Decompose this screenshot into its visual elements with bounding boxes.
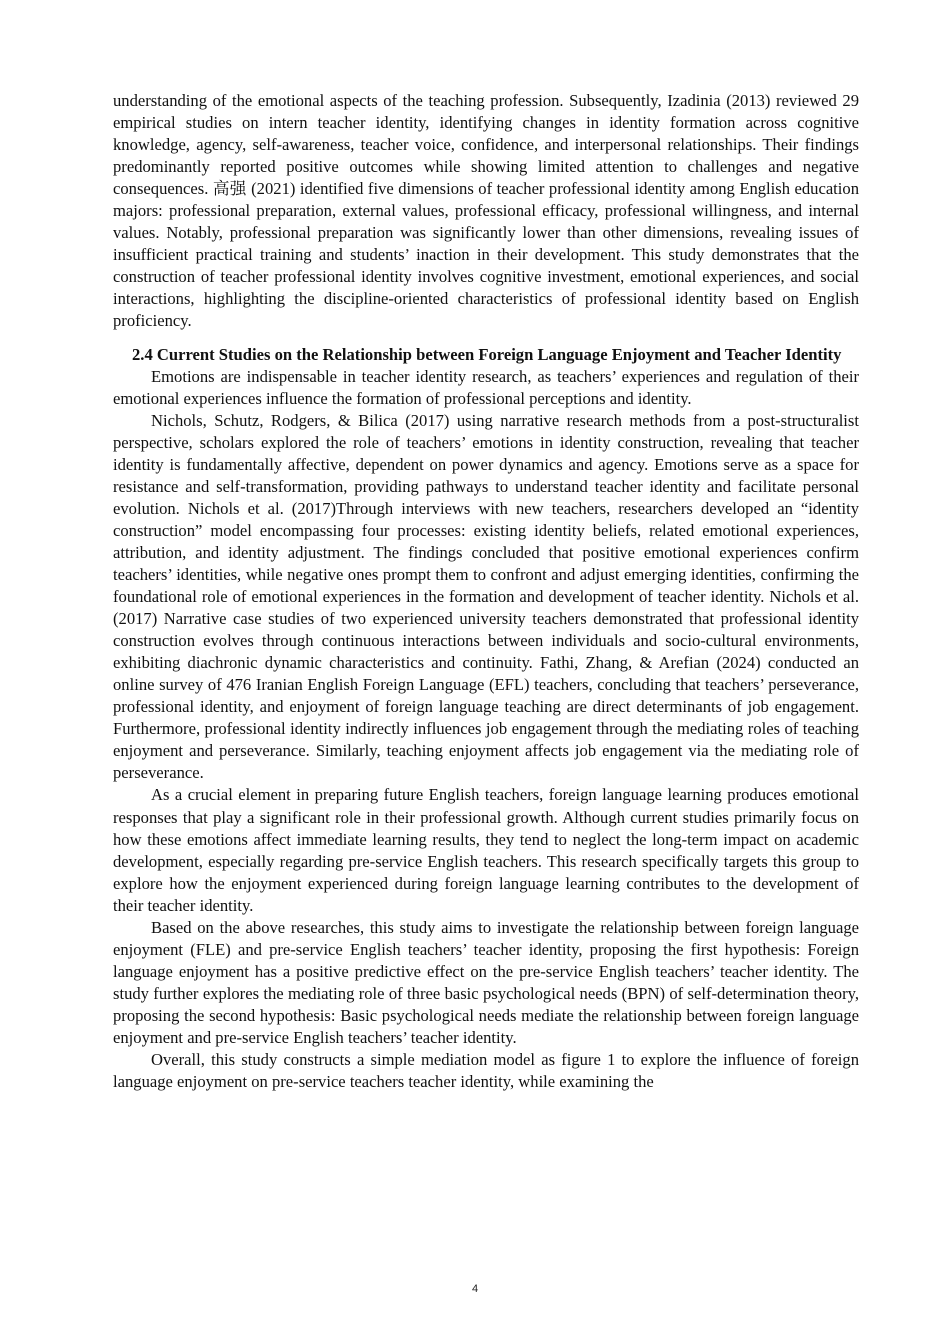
page-body <box>113 90 859 1093</box>
section-heading-2-4: 2.4 Current Studies on the Relationship between Foreign Language Enjoyment and Teacher Identity <box>132 344 842 364</box>
paragraph: Overall, this study constructs a simple mediation model as figure 1 to explore the influence of foreign language enjoyment on pre-service teachers teacher identity, while examining the <box>113 1050 859 1092</box>
page-number: 4 <box>471 1283 479 1295</box>
paragraph: Nichols, Schutz, Rodgers, & Bilica (2017) using narrative research methods from a post-structuralist perspective, scholars explored the role of teachers’ emotions in identity construction, revealing that teacher identity is fundamentally affective, dependent on power dynamics and agency. Emotions serve as a space for resistance and self-transformation, providing pathways to understand teacher identity and facilitate personal evolution. Nichols et al. (2017)Through interviews with new teachers, researchers developed an “identity construction” model encompassing four processes: existing identity beliefs, related emotional experiences, attribution, and identity adjustment. The findings concluded that positive emotional experiences confirm teachers’ identities, while negative ones prompt them to confront and adjust emerging identities, confirming the foundational role of emotional experiences in the formation and development of teacher identity. Nichols et al. (2017) Narrative case studies of two experienced university teachers demonstrated that professional identity construction evolves through continuous interactions between individuals and socio-cultural environments, exhibiting diachronic dynamic characteristics and continuity. Fathi, Zhang, & Arefian (2024) conducted an online survey of 476 Iranian English Foreign Language (EFL) teachers, concluding that teachers’ perseverance, professional identity, and enjoyment of foreign language teaching are direct determinants of job engagement. Furthermore, professional identity indirectly influences job engagement through the mediating roles of teaching enjoyment and perseverance. Similarly, teaching enjoyment affects job engagement via the mediating role of perseverance. <box>113 410 859 783</box>
paragraph: As a crucial element in preparing future English teachers, foreign language learning produces emotional responses that play a significant role in their professional growth. Although current studies primarily focus on how these emotions affect immediate learning results, they tend to neglect the long-term impact on academic development, especially regarding pre-service English teachers. This research specifically targets this group to explore how the enjoyment experienced during foreign language learning contributes to the development of their teacher identity. <box>113 785 859 915</box>
paragraph-continued: understanding of the emotional aspects of the teaching profession. Subsequently, Izadinia (2013) reviewed 29 empirical studies on intern teacher identity, identifying changes in identity formation across cognitive knowledge, agency, self-awareness, teacher voice, confidence, and interpersonal relationships. Their findings predominantly reported positive outcomes while showing limited attention to challenges and negative consequences. 高强 (2021) identified five dimensions of teacher professional identity among English education majors: professional preparation, external values, professional efficacy, professional willingness, and internal values. Notably, professional preparation was significantly lower than other dimensions, revealing issues of insufficient practical training and students’ inaction in their development. This study demonstrates that the construction of teacher professional identity involves cognitive investment, emotional experiences, and social interactions, highlighting the discipline-oriented characteristics of professional identity based on English proficiency. <box>113 91 859 331</box>
paragraph: Based on the above researches, this study aims to investigate the relationship between foreign language enjoyment (FLE) and pre-service English teachers’ teacher identity, proposing the first hypothesis: Foreign language enjoyment has a positive predictive effect on the pre-service English teachers’ teacher identity. The study further explores the mediating role of three basic psychological needs (BPN) of self-determination theory, proposing the second hypothesis: Basic psychological needs mediate the relationship between foreign language enjoyment and pre-service English teachers’ teacher identity. <box>113 917 859 1047</box>
paragraph: Emotions are indispensable in teacher identity research, as teachers’ experiences and regulation of their emotional experiences influence the formation of professional perceptions and identity. <box>113 366 859 408</box>
